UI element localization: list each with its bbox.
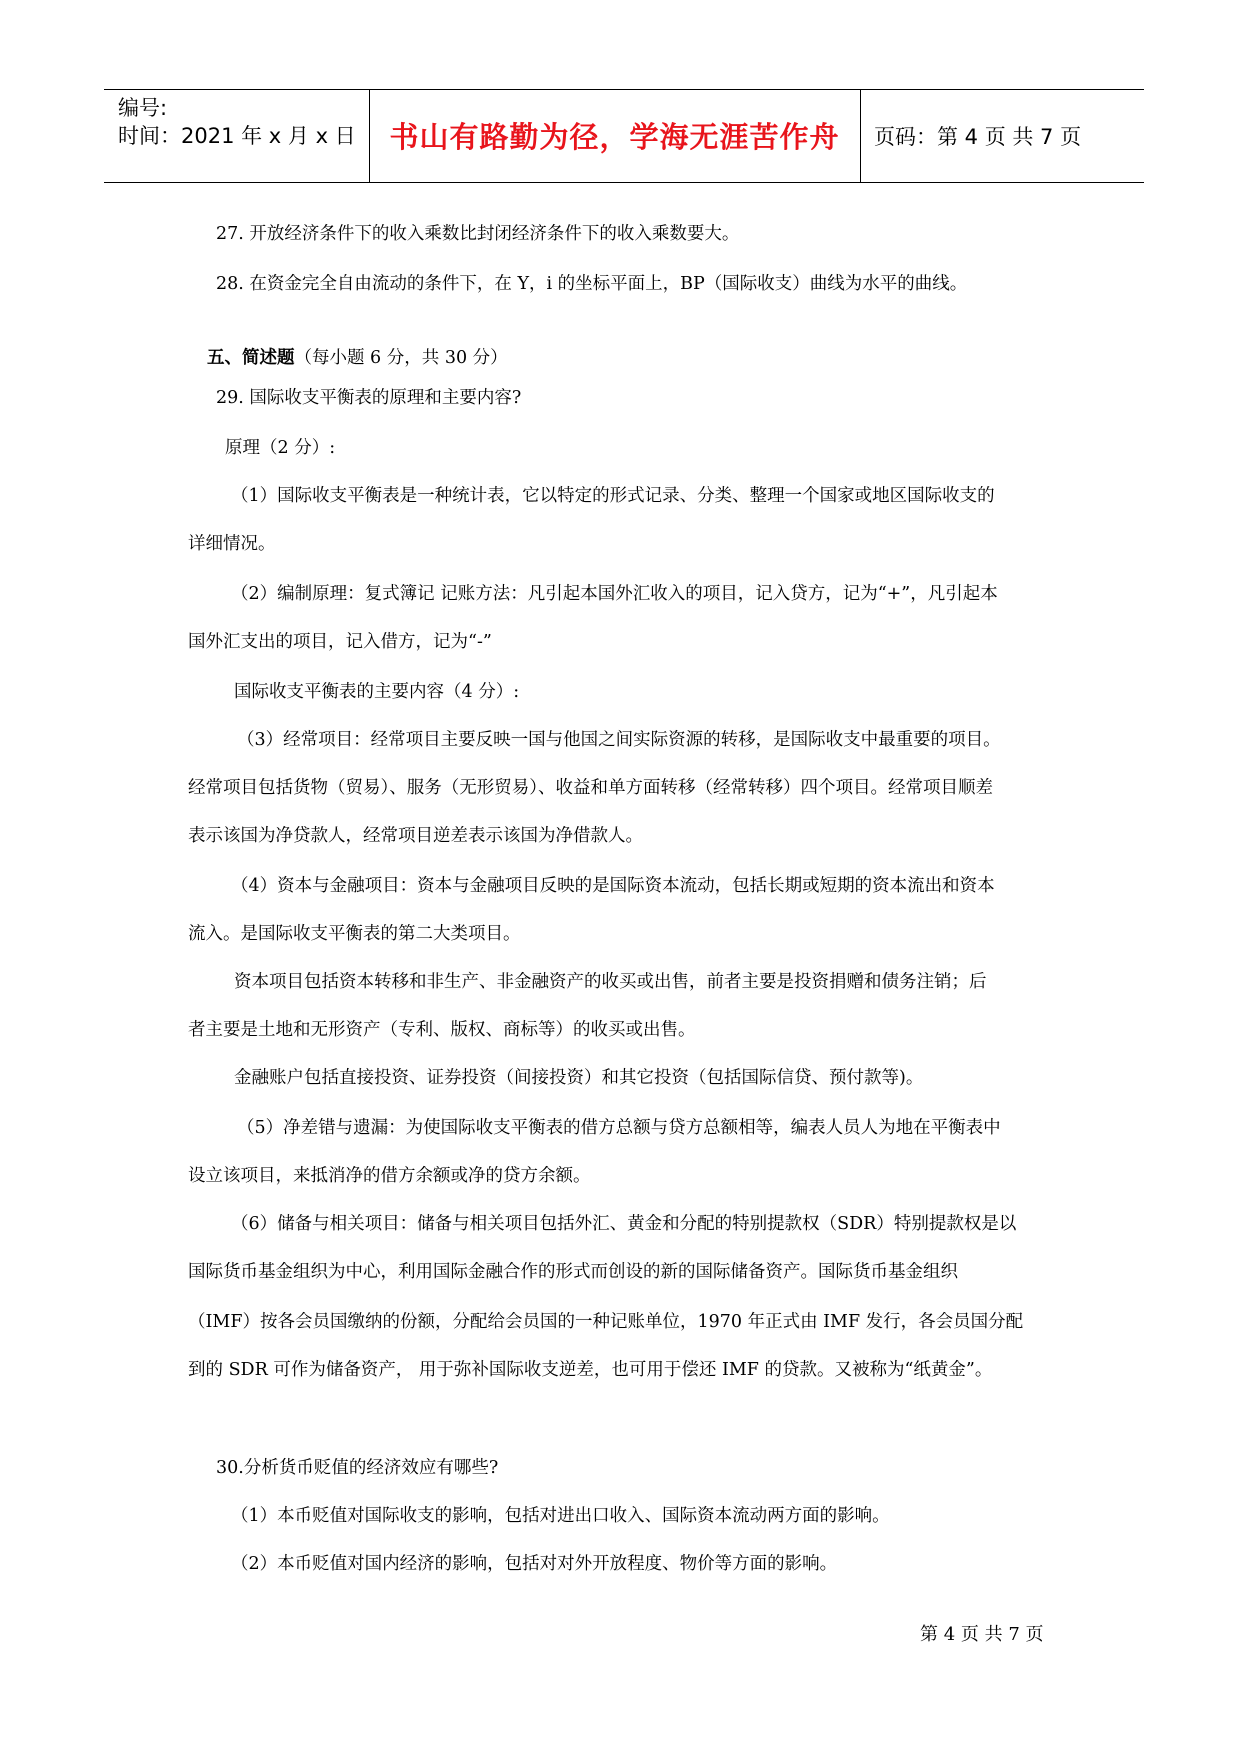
paragraph-6-line-2: 国际货币基金组织为中心，利用国际金融合作的形式而创设的新的国际储备资产。国际货币基金组织 [188,1262,958,1282]
question-29: 29. 国际收支平衡表的原理和主要内容? [216,388,522,408]
header-time-label: 时间：2021 年 x 月 x 日 [118,124,356,148]
principle-label: 原理（2 分）: [225,438,336,458]
page-header [104,89,1144,183]
paragraph-4-line-5: 金融账户包括直接投资、证券投资（间接投资）和其它投资（包括国际信贷、预付款等)。 [234,1068,924,1088]
question-28: 28. 在资金完全自由流动的条件下，在 Y，i 的坐标平面上，BP（国际收支）曲线为水平的曲线。 [216,274,968,294]
paragraph-1-line-2: 详细情况。 [188,534,276,554]
section-5-note: （每小题 6 分，共 30 分） [294,348,508,368]
question-30: 30.分析货币贬值的经济效应有哪些? [216,1458,499,1478]
paragraph-4-line-2: 流入。是国际收支平衡表的第二大类项目。 [188,924,521,944]
paragraph-4-line-1: （4）资本与金融项目：资本与金融项目反映的是国际资本流动，包括长期或短期的资本流出和资本 [231,876,995,896]
paragraph-5-line-1: （5）净差错与遗漏：为使国际收支平衡表的借方总额与贷方总额相等，编表人员人为地在平衡表中 [237,1118,1001,1138]
header-number-label: 编号: [118,96,168,120]
paragraph-4-line-3: 资本项目包括资本转移和非生产、非金融资产的收买或出售，前者主要是投资捐赠和债务注销；后 [234,972,987,992]
section-5-heading [207,346,508,370]
paragraph-2-line-1: （2）编制原理：复式簿记 记账方法：凡引起本国外汇收入的项目，记入贷方，记为“+”，凡引起本 [231,584,998,604]
paragraph-6-line-3: （IMF）按各会员国缴纳的份额，分配给会员国的一种记账单位，1970 年正式由 IMF 发行，各会员国分配 [188,1312,1024,1332]
header-motto: 书山有路勤为径，学海无涯苦作舟 [389,120,840,154]
paragraph-3-line-2: 经常项目包括货物（贸易）、服务（无形贸易）、收益和单方面转移（经常转移）四个项目。经常项目顺差 [188,778,993,798]
section-5-title: 五、简述题 [207,348,295,368]
paragraph-3-line-1: （3）经常项目：经常项目主要反映一国与他国之间实际资源的转移，是国际收支中最重要的项目。 [237,730,1001,750]
header-page-code: 页码：第 4 页 共 7 页 [874,124,1082,149]
paragraph-1-line-1: （1）国际收支平衡表是一种统计表，它以特定的形式记录、分类、整理一个国家或地区国际收支的 [231,486,995,506]
paragraph-6-line-4: 到的 SDR 可作为储备资产， 用于弥补国际收支逆差，也可用于偿还 IMF 的贷款。又被称为“纸黄金”。 [188,1360,993,1380]
question-30-point-2: （2）本币贬值对国内经济的影响，包括对对外开放程度、物价等方面的影响。 [231,1554,838,1574]
main-content-label: 国际收支平衡表的主要内容（4 分）: [234,682,520,702]
header-divider [860,90,861,182]
paragraph-5-line-2: 设立该项目，来抵消净的借方余额或净的贷方余额。 [188,1166,591,1186]
paragraph-2-line-2: 国外汇支出的项目，记入借方，记为“-” [188,632,492,652]
question-27: 27. 开放经济条件下的收入乘数比封闭经济条件下的收入乘数要大。 [216,224,740,244]
paragraph-3-line-3: 表示该国为净贷款人，经常项目逆差表示该国为净借款人。 [188,826,643,846]
header-meta [118,94,356,150]
paragraph-4-line-4: 者主要是土地和无形资产（专利、版权、商标等）的收买或出售。 [188,1020,696,1040]
question-30-point-1: （1）本币贬值对国际收支的影响，包括对进出口收入、国际资本流动两方面的影响。 [231,1506,890,1526]
paragraph-6-line-1: （6）储备与相关项目：储备与相关项目包括外汇、黄金和分配的特别提款权（SDR）特别提款权是以 [231,1214,1017,1234]
page-footer: 第 4 页 共 7 页 [920,1624,1044,1645]
